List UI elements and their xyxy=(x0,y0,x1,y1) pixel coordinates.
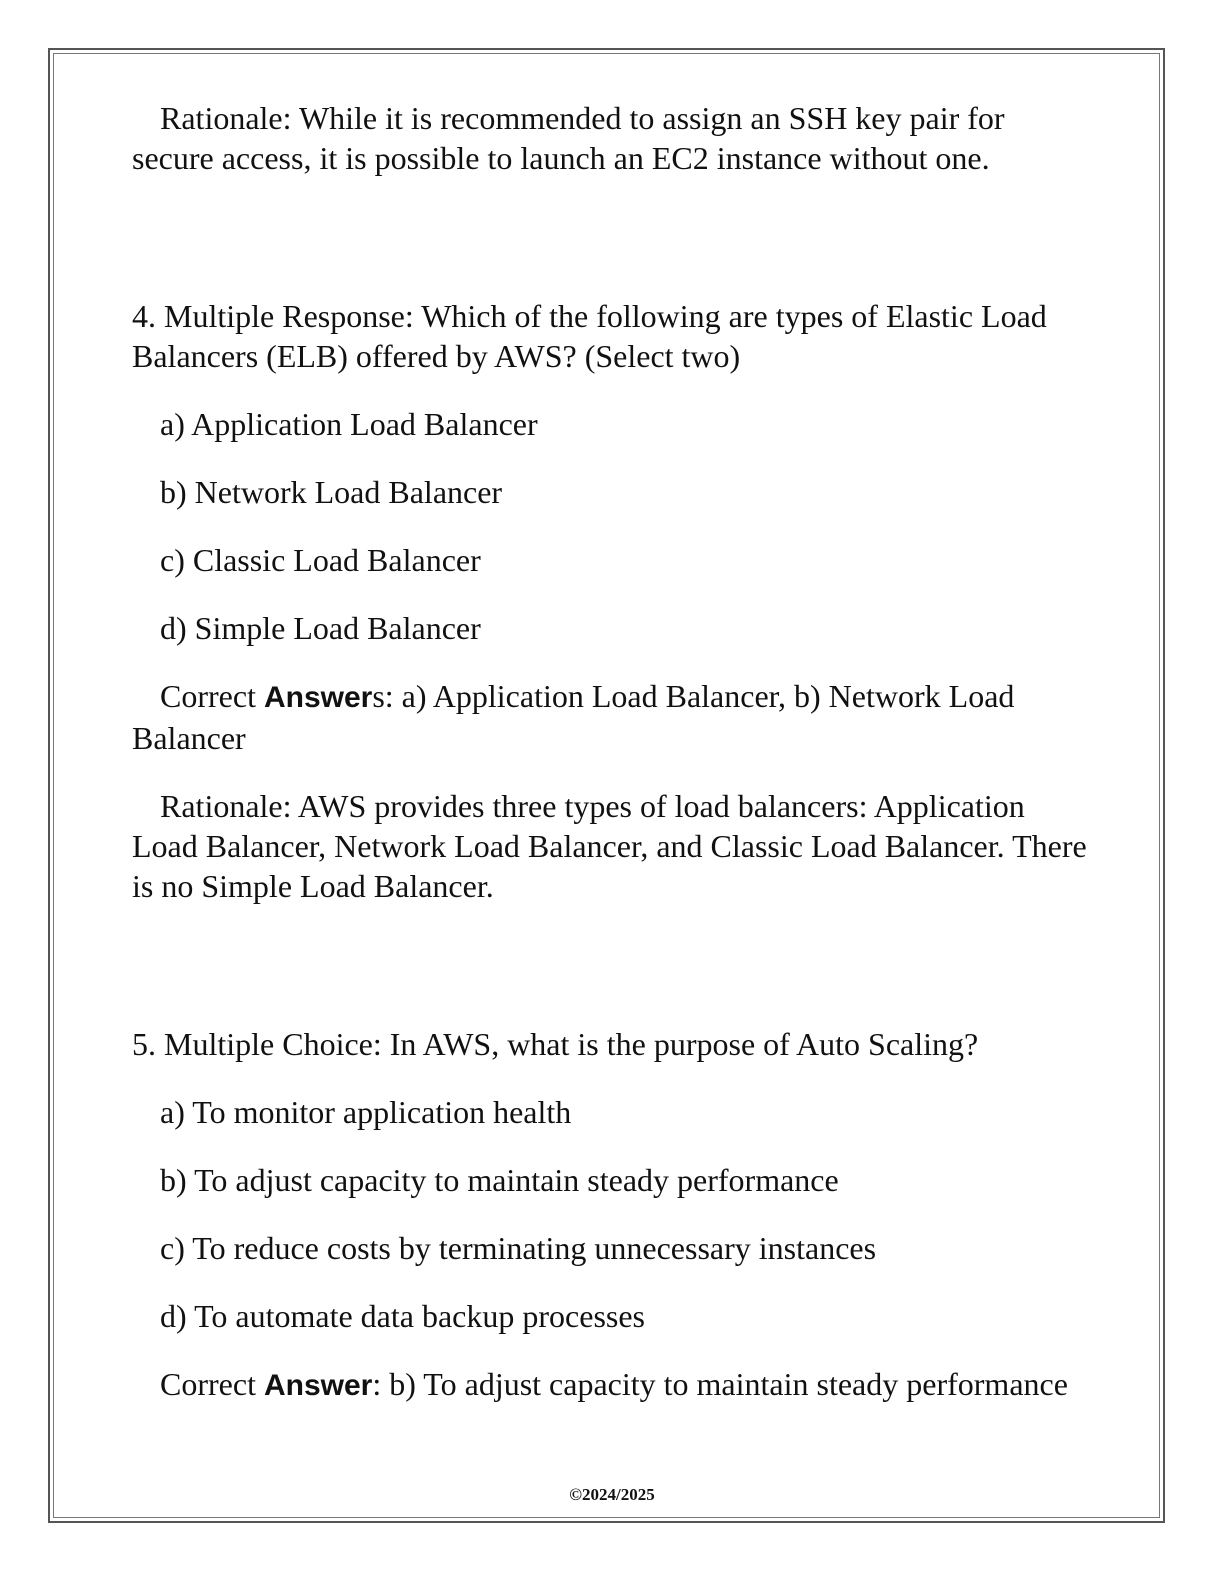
answer-text: s: a) Application Load Balancer, b) Network Load Balancer xyxy=(132,678,1015,756)
page-footer-copyright: ©2024/2025 xyxy=(569,1485,655,1504)
question-5-option-d: d) To automate data backup processes xyxy=(160,1298,645,1334)
question-4-rationale: Rationale: AWS provides three types of load balancers: Application Load Balancer, Network Load Balancer, and Classic Load Balancer. There is no Simple Load Balancer. xyxy=(132,788,1087,904)
question-4-text: 4. Multiple Response: Which of the following are types of Elastic Load Balancers (ELB) offered by AWS? (Select two) xyxy=(132,298,1047,374)
question-5-option-c: c) To reduce costs by terminating unnecessary instances xyxy=(160,1230,877,1266)
question-5-option-a: a) To monitor application health xyxy=(160,1094,572,1130)
question-4-option-d: d) Simple Load Balancer xyxy=(160,610,481,646)
question-5 xyxy=(132,1024,1092,1406)
rationale-q3: Rationale: While it is recommended to assign an SSH key pair for secure access, it is possible to launch an EC2 instance without one. xyxy=(132,100,1005,176)
question-5-text: 5. Multiple Choice: In AWS, what is the purpose of Auto Scaling? xyxy=(132,1026,979,1062)
answer-prefix: Correct xyxy=(160,1366,264,1402)
section-spacer xyxy=(132,206,1092,296)
answer-text: : b) To adjust capacity to maintain steady performance xyxy=(372,1366,1068,1402)
question-5-option-b: b) To adjust capacity to maintain steady performance xyxy=(160,1162,839,1198)
section-spacer xyxy=(132,934,1092,1024)
question-5-answer xyxy=(132,1364,1092,1406)
question-4-option-a: a) Application Load Balancer xyxy=(160,406,538,442)
document-body xyxy=(132,98,1092,1434)
question-4-option-b: b) Network Load Balancer xyxy=(160,474,503,510)
answer-prefix: Correct xyxy=(160,678,264,714)
question-4 xyxy=(132,296,1092,906)
answer-word: Answer xyxy=(263,1369,373,1402)
question-4-answer xyxy=(132,676,1092,758)
answer-word: Answer xyxy=(263,681,373,714)
question-4-option-c: c) Classic Load Balancer xyxy=(160,542,481,578)
